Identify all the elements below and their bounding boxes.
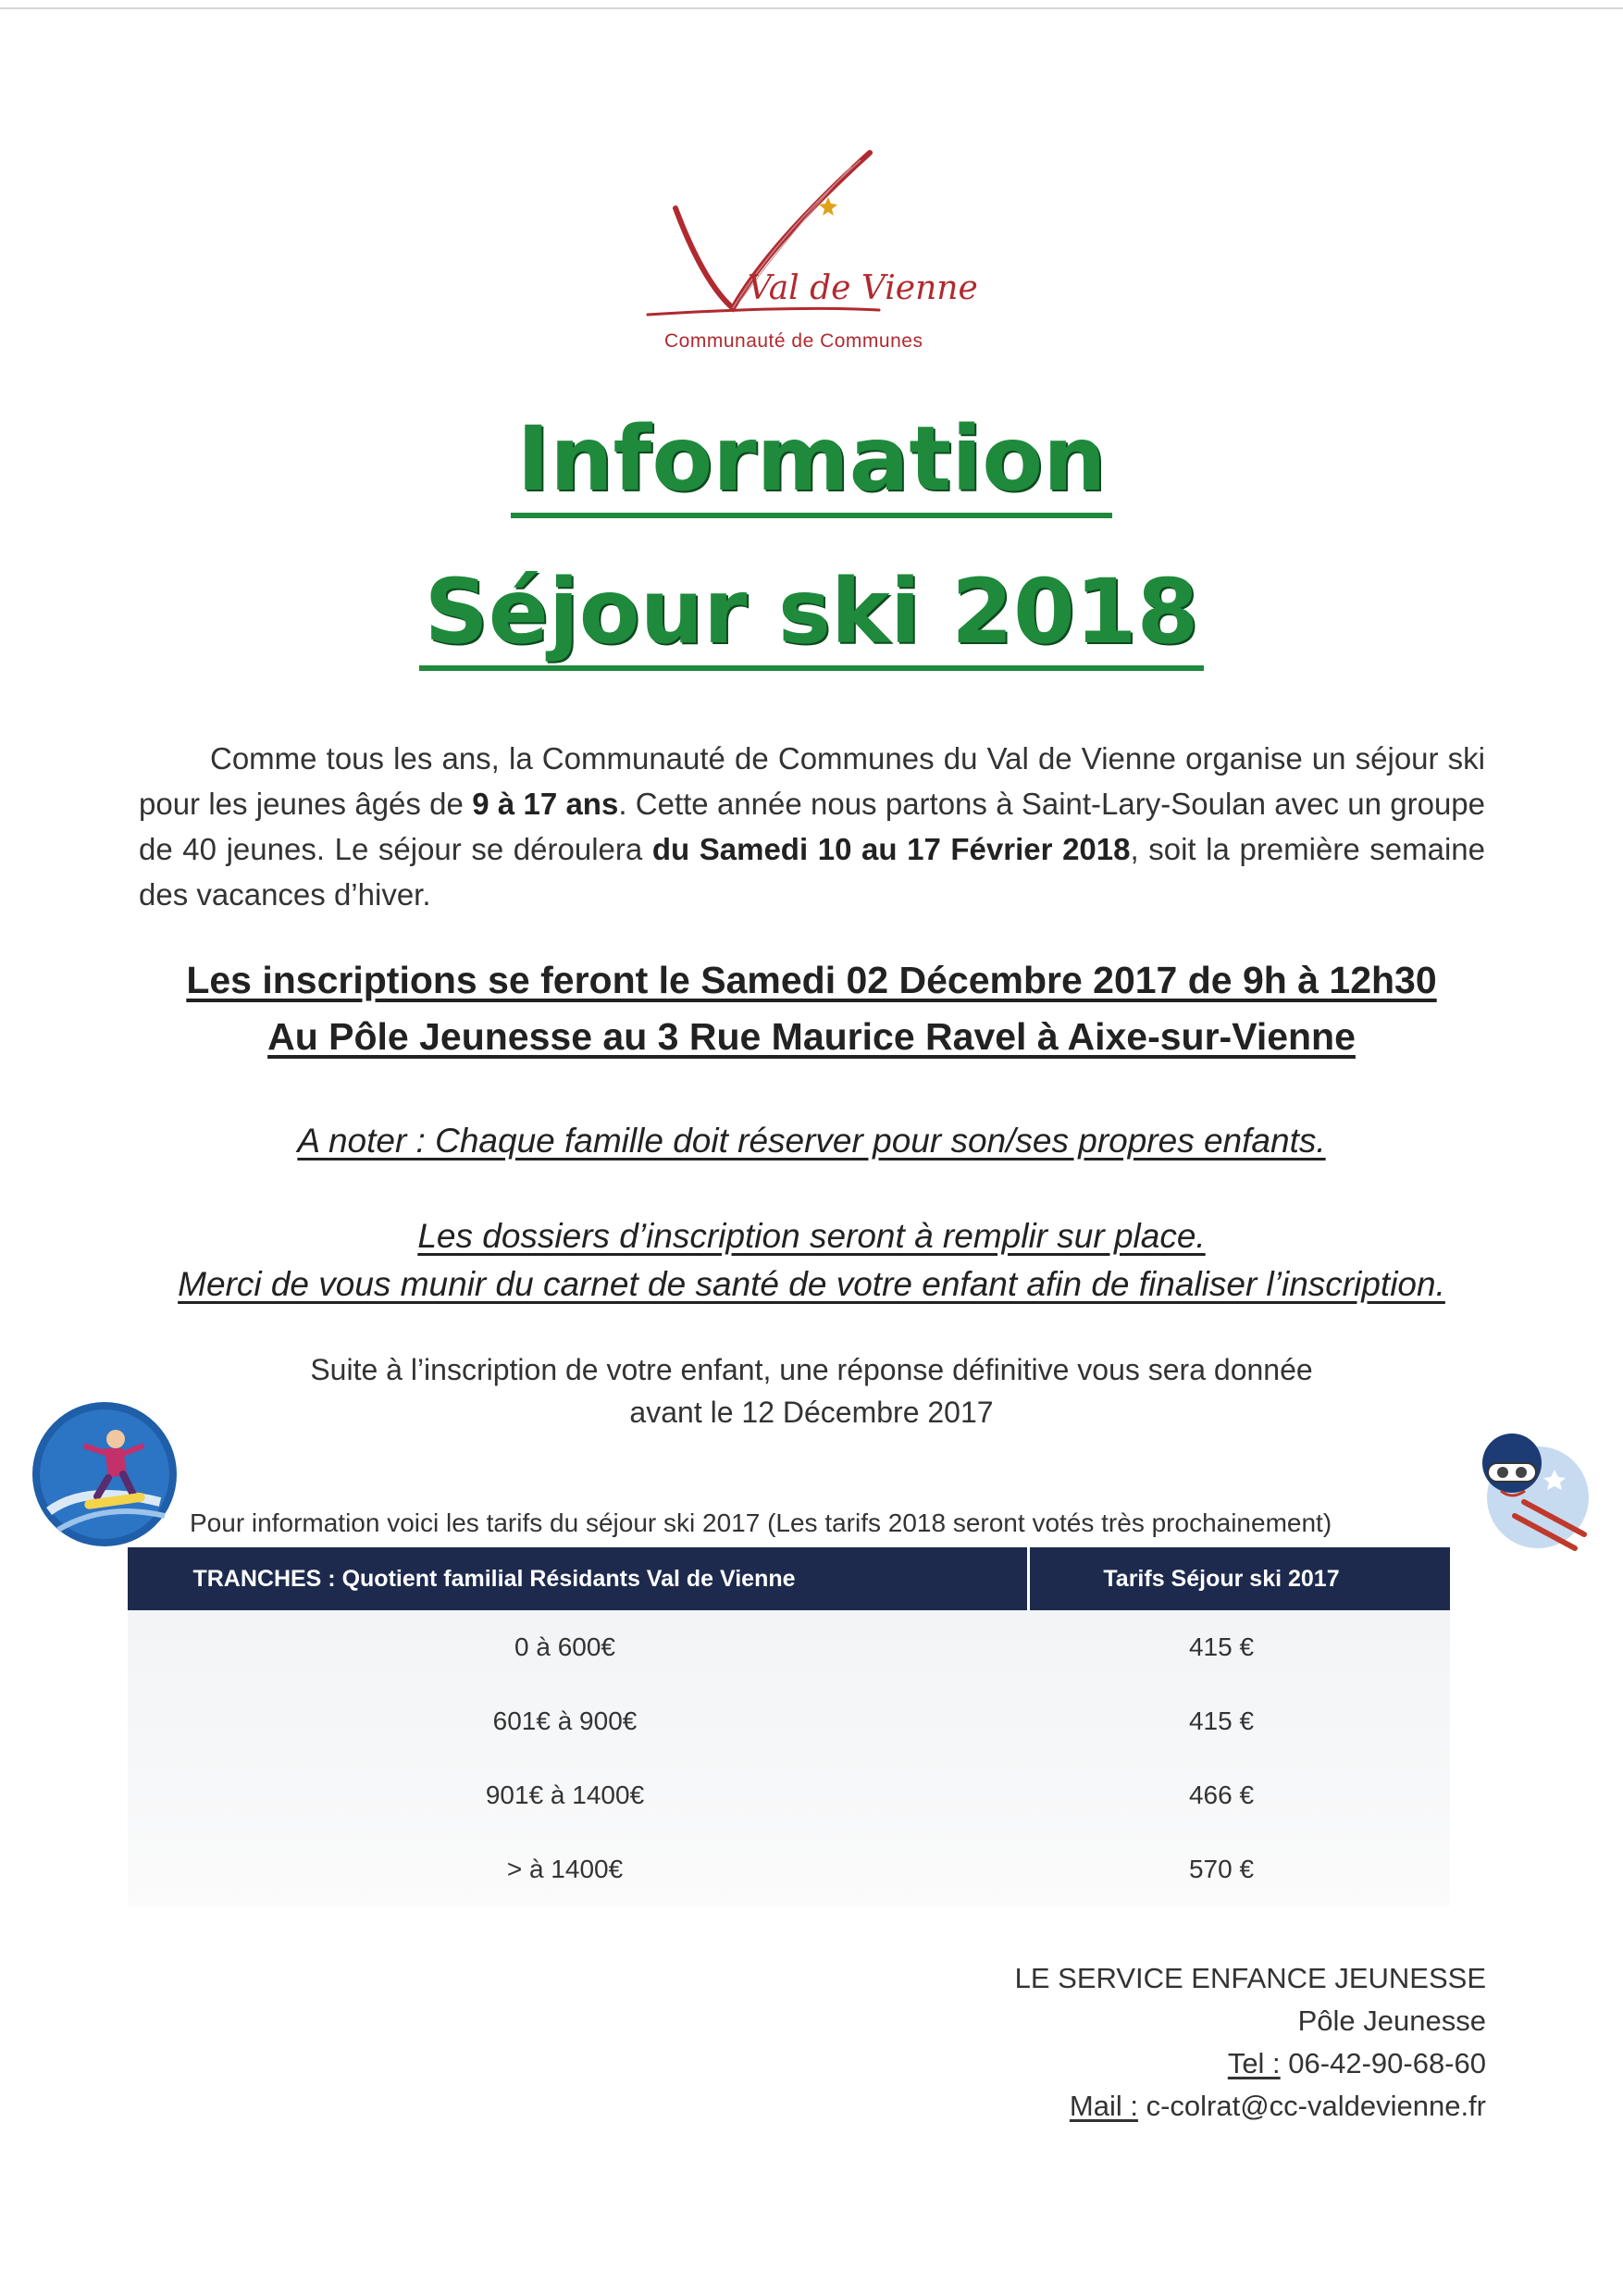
table-row bbox=[128, 1684, 1450, 1758]
tranche-cell: 601€ à 900€ bbox=[492, 1706, 638, 1735]
carnet-note: Merci de vous munir du carnet de santé de votre enfant afin de finaliser l’inscription. bbox=[178, 1265, 1445, 1303]
mail-address: c-colrat@cc-valdevienne.fr bbox=[1137, 2090, 1486, 2122]
registration-place: Au Pôle Jeunesse au 3 Rue Maurice Ravel à Aixe-sur-Vienne bbox=[267, 1015, 1356, 1058]
page-title-line2: Séjour ski 2018 bbox=[0, 560, 1623, 671]
tranche-cell: 0 à 600€ bbox=[514, 1632, 615, 1661]
header-tranches: TRANCHES : Quotient familial Résidants Val de Vienne bbox=[128, 1547, 1030, 1610]
ages-highlight: 9 à 17 ans bbox=[472, 787, 619, 821]
tranche-cell: > à 1400€ bbox=[506, 1855, 624, 1883]
logo-tagline: Communauté de Communes bbox=[664, 330, 923, 352]
snowboarder-icon bbox=[31, 1400, 179, 1548]
table-row bbox=[128, 1758, 1450, 1832]
table-row bbox=[128, 1832, 1450, 1906]
tarif-cell: 570 € bbox=[1188, 1855, 1255, 1883]
tarif-cell: 415 € bbox=[1188, 1632, 1255, 1661]
tranche-cell: 901€ à 1400€ bbox=[485, 1781, 645, 1809]
family-note: A noter : Chaque famille doit réserver pour son/ses propres enfants. bbox=[297, 1122, 1326, 1160]
mail-line bbox=[1015, 2085, 1486, 2128]
service-name: LE SERVICE ENFANCE JEUNESSE bbox=[1014, 1962, 1486, 1994]
prices-caption: Pour information voici les tarifs du séjour ski 2017 (Les tarifs 2018 seront votés très prochainement) bbox=[190, 1508, 1332, 1537]
signature-block bbox=[1015, 1957, 1486, 2128]
mail-label: Mail : bbox=[1069, 2090, 1138, 2122]
pole-name: Pôle Jeunesse bbox=[1297, 2004, 1486, 2037]
top-rule bbox=[0, 7, 1623, 9]
registration-date: Les inscriptions se feront le Samedi 02 Décembre 2017 de 9h à 12h30 bbox=[186, 959, 1437, 1001]
logo-mark bbox=[629, 143, 999, 329]
response-line1: Suite à l’inscription de votre enfant, une réponse définitive vous sera donnée bbox=[310, 1353, 1313, 1386]
response-line2: avant le 12 Décembre 2017 bbox=[629, 1396, 994, 1429]
header-tarifs: Tarifs Séjour ski 2017 bbox=[1103, 1565, 1340, 1592]
phone-number: 06-42-90-68-60 bbox=[1280, 2047, 1486, 2079]
val-de-vienne-logo bbox=[629, 143, 999, 366]
phone-line bbox=[1015, 2042, 1486, 2085]
dates-highlight: du Samedi 10 au 17 Février 2018 bbox=[651, 832, 1131, 866]
dossiers-note: Les dossiers d’inscription seront à remplir sur place. bbox=[417, 1217, 1206, 1255]
tarif-cell: 415 € bbox=[1188, 1706, 1255, 1735]
phone-label: Tel : bbox=[1227, 2047, 1281, 2079]
tarif-cell: 466 € bbox=[1188, 1781, 1255, 1809]
logo-script: Val de Vienne bbox=[748, 269, 978, 307]
prices-table bbox=[128, 1547, 1450, 1906]
table-row bbox=[128, 1610, 1450, 1684]
intro-paragraph: Comme tous les ans, la Communauté de Communes du Val de Vienne organise un séjour ski pour les jeunes âgés de 9 à 17 ans. Cette année nous partons à Saint-Lary-Soulan avec un groupe de 40 jeunes. Le séjour se déroulera du Samedi 10 au 17 Février 2018, soit la première semaine des vacances d’hiver. bbox=[139, 741, 1486, 912]
skier-icon bbox=[1464, 1428, 1593, 1567]
page-title-line1: Information bbox=[0, 407, 1623, 518]
table-header bbox=[128, 1547, 1450, 1610]
